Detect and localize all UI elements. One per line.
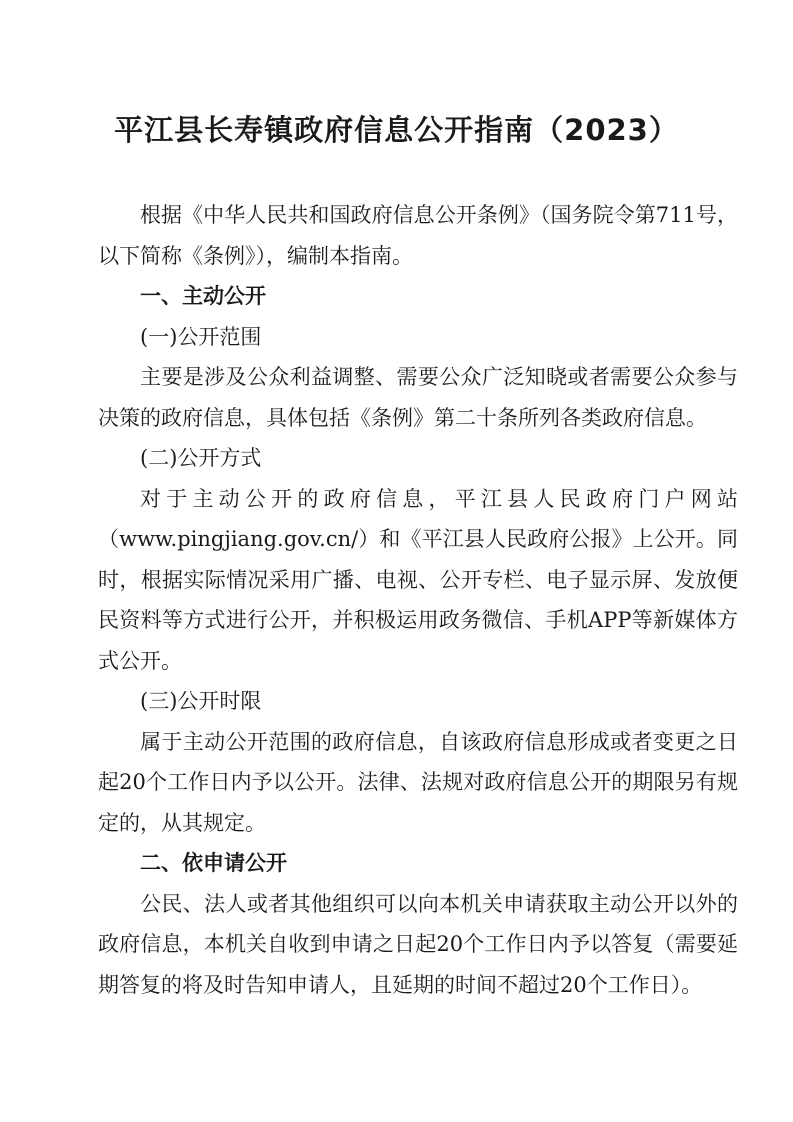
section-heading-active-disclosure: 一、主动公开 — [140, 284, 266, 308]
application-paragraph: 公民、法人或者其他组织可以向本机关申请获取主动公开以外的政府信息，本机关自收到申请之日起20个工作日内予以答复（需要延期答复的将及时告知申请人，且延期的时间不超过20个工作日）。 — [98, 891, 738, 997]
methods-paragraph: 对于主动公开的政府信息，平江县人民政府门户网站（www.pingjiang.gov.cn/）和《平江县人民政府公报》上公开。同时，根据实际情况采用广播、电视、公开专栏、电子显示屏、发放便民资料等方式进行公开，并积极运用政务微信、手机APP等新媒体方式公开。 — [98, 486, 738, 673]
intro-paragraph: 根据《中华人民共和国政府信息公开条例》（国务院令第711号，以下简称《条例》），编制本指南。 — [98, 203, 738, 268]
document-title: 平江县长寿镇政府信息公开指南（2023） — [114, 113, 679, 147]
subheading-methods: (二)公开方式 — [140, 446, 262, 470]
time-limit-paragraph: 属于主动公开范围的政府信息，自该政府信息形成或者变更之日起20个工作日内予以公开。法律、法规对政府信息公开的期限另有规定的，从其规定。 — [98, 729, 738, 835]
subheading-scope: (一)公开范围 — [140, 324, 262, 349]
scope-paragraph: 主要是涉及公众利益调整、需要公众广泛知晓或者需要公众参与决策的政府信息，具体包括《条例》第二十条所列各类政府信息。 — [98, 365, 738, 430]
section-heading-application-disclosure: 二、依申请公开 — [140, 851, 287, 875]
document-body — [98, 195, 738, 1005]
subheading-time-limit: (三)公开时限 — [140, 689, 262, 713]
